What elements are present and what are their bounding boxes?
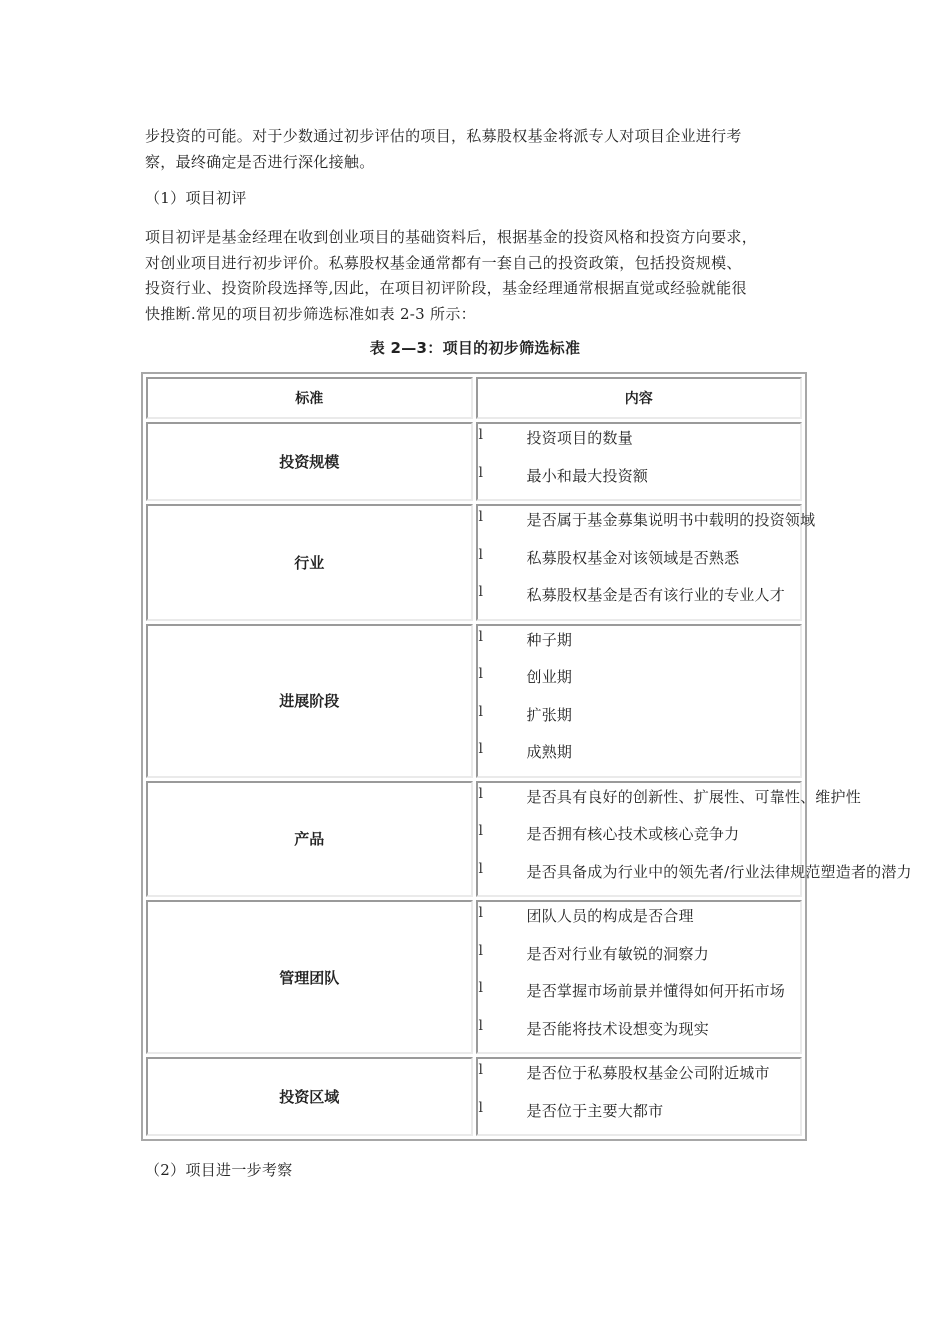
- bullet-marker: l: [478, 905, 484, 921]
- item-text: 是否能将技术设想变为现实: [526, 1019, 709, 1038]
- item-text: 团队人员的构成是否合理: [526, 907, 694, 925]
- table-row: [146, 624, 802, 778]
- item-text: 是否对行业有敏锐的洞察力: [526, 944, 709, 963]
- list-item: [478, 544, 801, 582]
- bullet-marker: l: [478, 980, 484, 996]
- category-cell: 管理团队: [146, 900, 473, 1054]
- bullet-marker: l: [478, 666, 484, 682]
- item-text: 是否具有良好的创新性、扩展性、可靠性、维护性: [526, 787, 861, 806]
- table-row: [146, 900, 802, 1054]
- list-item: [478, 581, 801, 619]
- bullet-marker: l: [478, 741, 484, 757]
- list-item: [478, 1015, 801, 1053]
- items-cell: [476, 624, 803, 778]
- list-item: [478, 940, 801, 978]
- items-cell: [476, 504, 816, 621]
- table-row: [146, 422, 802, 501]
- bullet-marker: l: [478, 509, 484, 525]
- section1-heading: （1）项目初评: [145, 189, 247, 207]
- category-cell: 投资区域: [146, 1057, 473, 1136]
- category-cell: 行业: [146, 504, 473, 621]
- intro-paragraph: [145, 124, 810, 175]
- items-cell: [476, 900, 803, 1054]
- list-item: [478, 626, 801, 664]
- bullet-marker: l: [478, 464, 484, 481]
- list-item: [478, 738, 801, 776]
- paragraph-line: 察，最终确定是否进行深化接触。: [145, 152, 375, 171]
- list-item: [478, 663, 801, 701]
- items-cell: [476, 781, 912, 898]
- item-text: 是否位于主要大都市: [526, 1101, 664, 1120]
- bullet-marker: l: [478, 427, 484, 443]
- item-text: 是否位于私募股权基金公司附近城市: [526, 1064, 770, 1082]
- list-item: [478, 1097, 801, 1135]
- item-text: 私募股权基金是否有该行业的专业人才: [526, 586, 785, 604]
- bullet-marker: l: [478, 703, 484, 720]
- item-text: 创业期: [526, 668, 573, 686]
- paragraph-line: 项目初评是基金经理在收到创业项目的基础资料后，根据基金的投资风格和投资方向要求，: [145, 228, 758, 246]
- bullet-marker: l: [478, 942, 484, 959]
- paragraph-line: 步投资的可能。对于少数通过初步评估的项目，私募股权基金将派专人对项目企业进行考: [145, 127, 742, 145]
- bullet-marker: l: [478, 628, 484, 645]
- item-text: 是否属于基金募集说明书中载明的投资领域: [526, 511, 816, 529]
- paragraph-line: 对创业项目进行初步评价。私募股权基金通常都有一套自己的投资政策，包括投资规模、: [145, 253, 742, 272]
- section2-heading: （2）项目进一步考察: [145, 1161, 293, 1179]
- list-item: [478, 424, 801, 462]
- column-header-criterion: 标准: [146, 377, 473, 419]
- column-header-content: 内容: [476, 377, 803, 419]
- section1-paragraph: [145, 225, 810, 327]
- list-item: [478, 977, 801, 1015]
- list-item: [478, 701, 801, 739]
- paragraph-line: 快推断.常见的项目初步筛选标准如表 2-3 所示：: [145, 304, 476, 323]
- items-cell: [476, 422, 803, 501]
- item-text: 是否掌握市场前景并懂得如何开拓市场: [526, 982, 785, 1000]
- item-text: 是否拥有核心技术或核心竞争力: [526, 825, 740, 843]
- list-item: [478, 783, 861, 821]
- table-row: [146, 504, 802, 621]
- items-cell: [476, 1057, 803, 1136]
- item-text: 最小和最大投资额: [526, 466, 649, 485]
- bullet-marker: l: [478, 584, 484, 600]
- bullet-marker: l: [478, 546, 484, 563]
- paragraph-line: 投资行业、投资阶段选择等,因此，在项目初评阶段，基金经理通常根据直觉或经验就能很: [145, 279, 747, 297]
- category-cell: 进展阶段: [146, 624, 473, 778]
- bullet-marker: l: [478, 860, 484, 877]
- screening-criteria-table: [141, 372, 912, 1141]
- list-item: [478, 1059, 801, 1097]
- item-text: 私募股权基金对该领域是否熟悉: [526, 548, 740, 567]
- item-text: 投资项目的数量: [526, 429, 633, 447]
- category-cell: 投资规模: [146, 422, 473, 501]
- table-row: [146, 781, 802, 898]
- list-item: [478, 902, 801, 940]
- item-text: 成熟期: [526, 743, 573, 761]
- list-item: [478, 462, 801, 500]
- table-caption: 表 2—3：项目的初步筛选标准: [369, 339, 581, 357]
- category-cell: 产品: [146, 781, 473, 898]
- item-text: 种子期: [526, 630, 573, 649]
- bullet-marker: l: [478, 1062, 484, 1078]
- bullet-marker: l: [478, 823, 484, 839]
- item-text: 扩张期: [526, 705, 573, 724]
- list-item: [478, 820, 801, 858]
- bullet-marker: l: [478, 1099, 484, 1116]
- list-item: [478, 858, 912, 896]
- bullet-marker: l: [478, 1017, 484, 1034]
- bullet-marker: l: [478, 785, 484, 802]
- item-text: 是否具备成为行业中的领先者/行业法律规范塑造者的潜力: [526, 862, 912, 881]
- table-row: [146, 1057, 802, 1136]
- list-item: [478, 506, 816, 544]
